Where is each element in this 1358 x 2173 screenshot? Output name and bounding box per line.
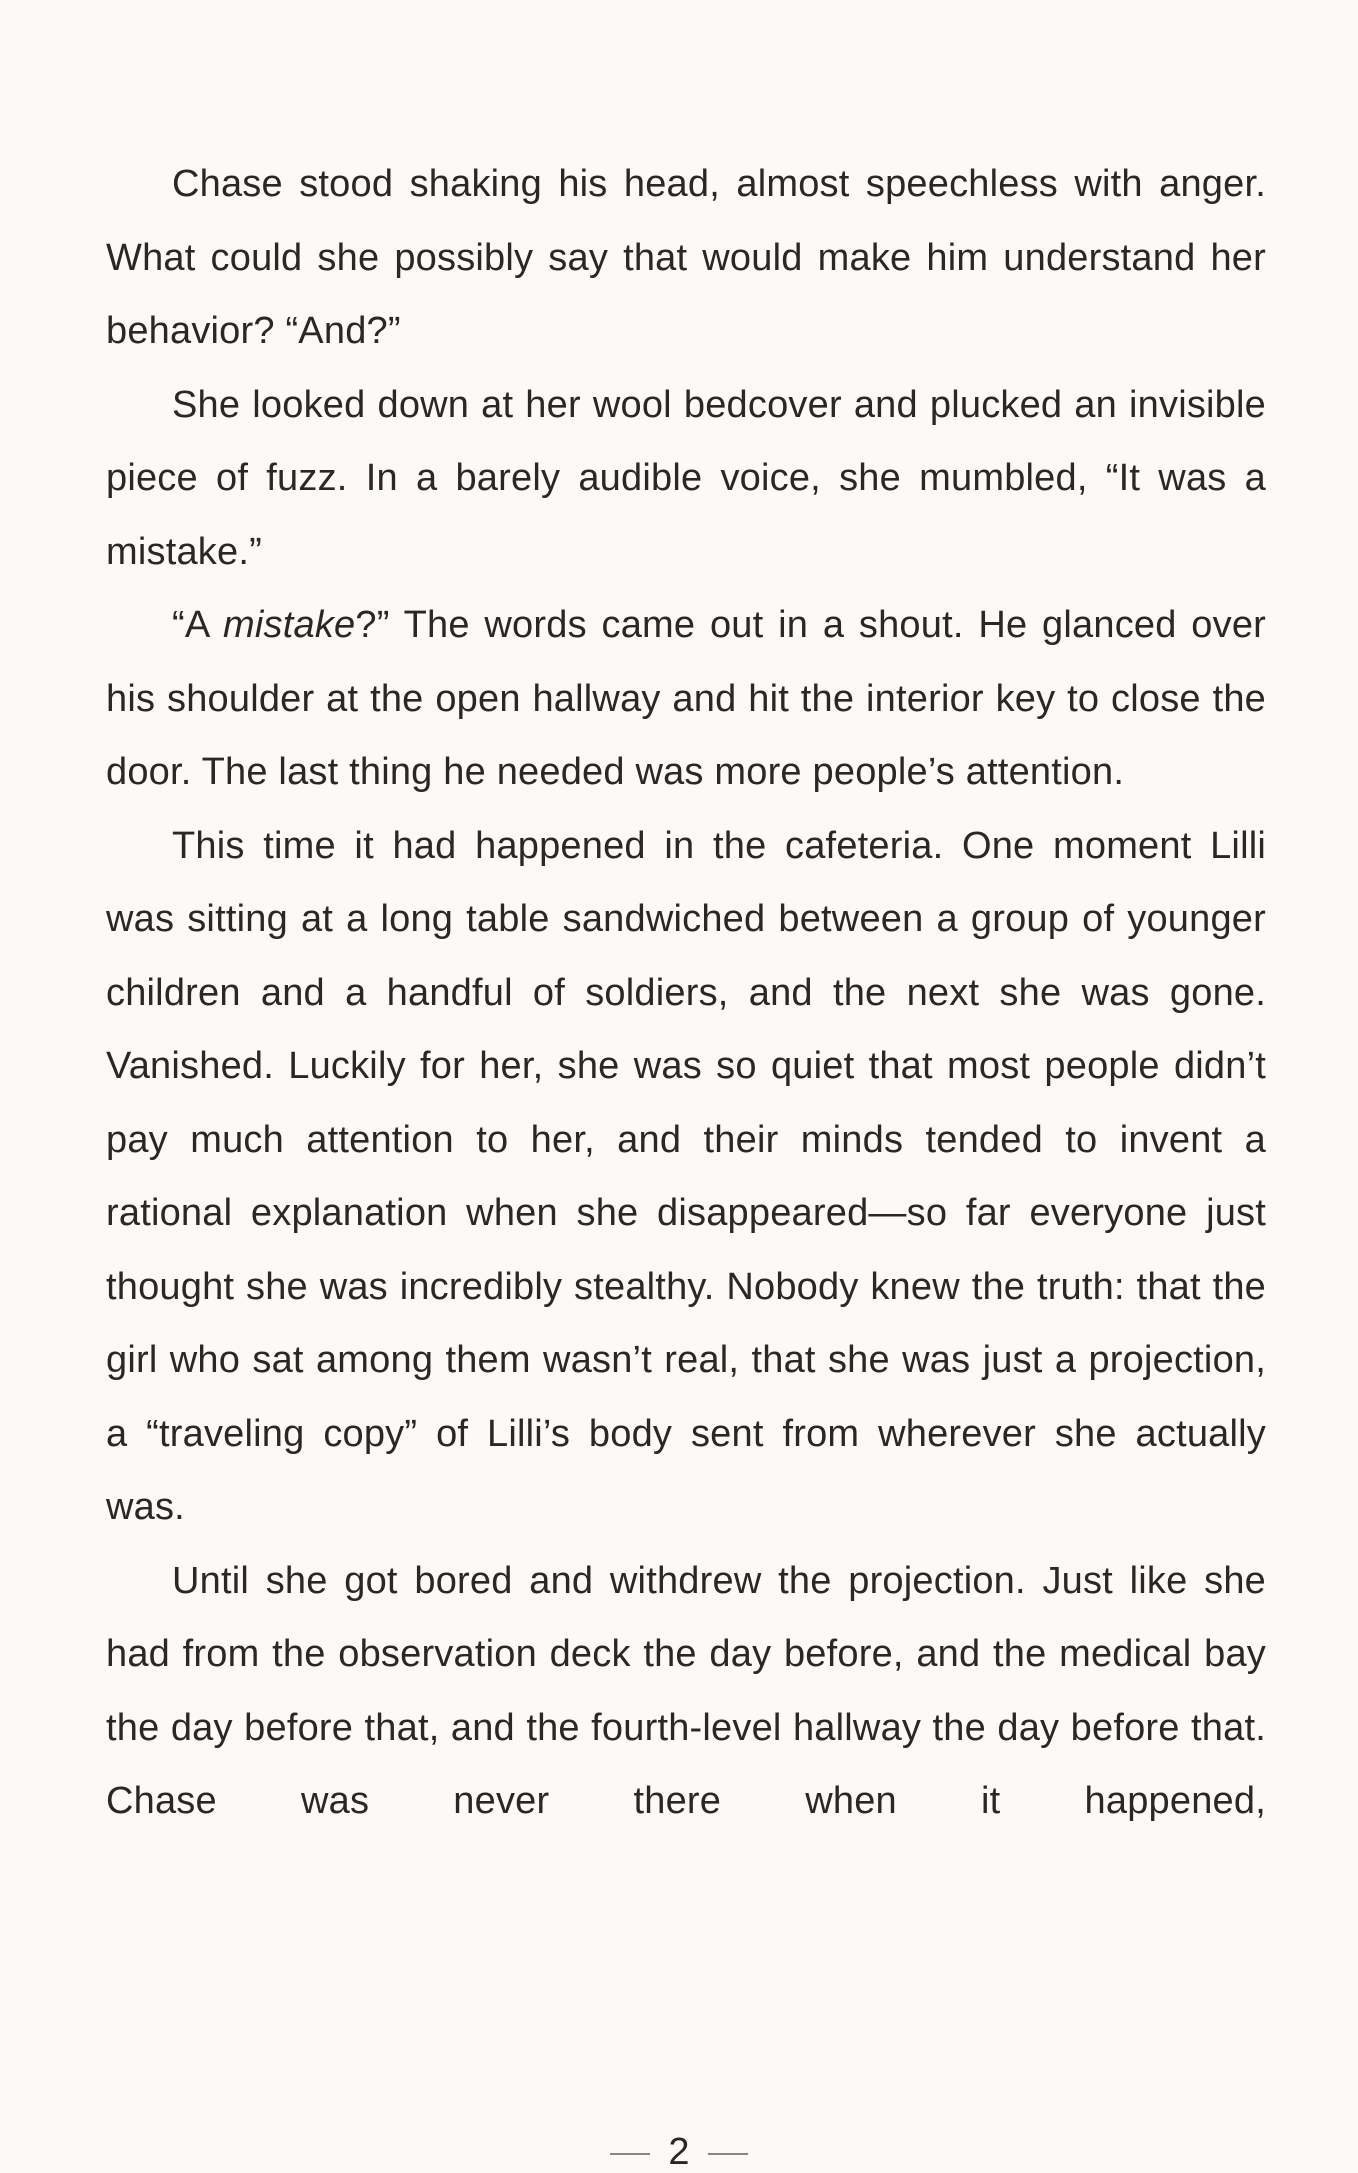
text-run: Chase stood shaking his head, almost speechless with anger. What could she possibly say that would make him understand her behavior? “And?” — [106, 163, 1266, 352]
paragraph-3 — [106, 589, 1266, 810]
body-text — [106, 148, 1266, 1839]
paragraph-5 — [106, 1545, 1266, 1839]
paragraph-1 — [106, 148, 1266, 369]
folio-rule-left — [610, 2153, 650, 2155]
paragraph-2 — [106, 369, 1266, 590]
text-run: This time it had happened in the cafeteria. One moment Lilli was sitting at a long table sandwiched between a group of younger children and a handful of soldiers, and the next she was gone. Vanished. Luckily for her, she was so quiet that most people didn’t pay much attention to her, and their minds tended to invent a rational explanation when she disappeared—so far everyone just thought she was incredibly stealthy. Nobody knew the truth: that the girl who sat among them wasn’t real, that she was just a projection, a “traveling copy” of Lilli’s body sent from wherever she actually was. — [106, 824, 1266, 1528]
folio-rule-right — [708, 2153, 748, 2155]
paragraph-4 — [106, 810, 1266, 1545]
text-run: She looked down at her wool bedcover and plucked an invisible piece of fuzz. In a barely audible voice, she mumbled, “It was a mistake.” — [106, 383, 1266, 573]
page-footer — [0, 2133, 1358, 2171]
italic-text: mistake — [223, 604, 356, 646]
text-run: “A — [172, 604, 224, 646]
text-run: ?” The words came out in a shout. He glanced over his shoulder at the open hallway and hit the interior key to close the door. The last thing he needed was more people’s attention. — [106, 604, 1267, 793]
page-number: 2 — [668, 2131, 690, 2173]
text-run: Until she got bored and withdrew the projection. Just like she had from the observation deck the day before, and the medical bay the day before that, and the fourth-level hallway the day before that. Chase was never there when it happened, — [106, 1559, 1266, 1822]
